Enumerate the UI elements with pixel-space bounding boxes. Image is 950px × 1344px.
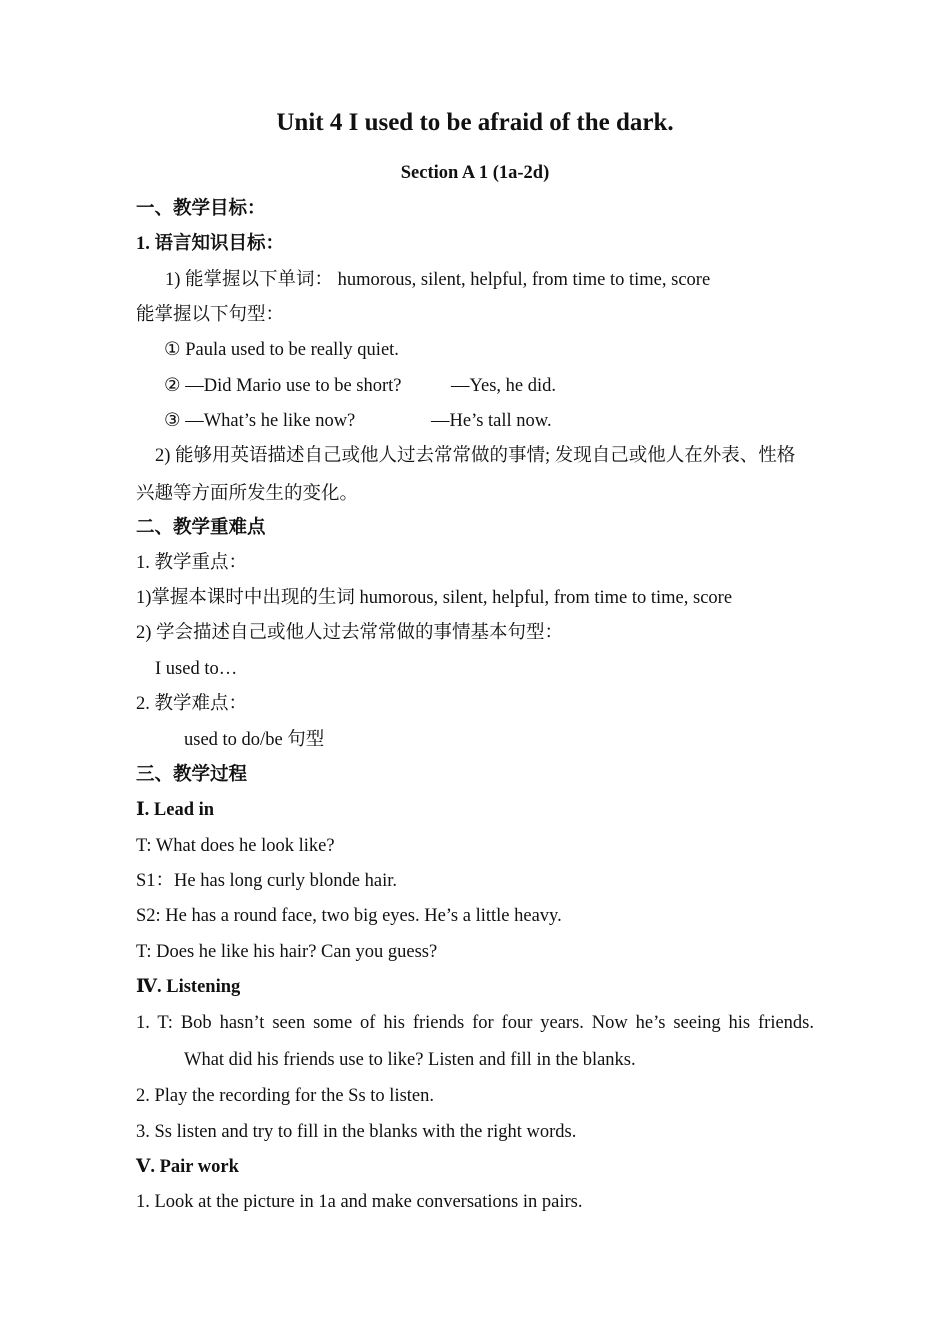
listening-label: Listening [166,977,241,997]
patterns-intro: 能掌握以下句型： [136,305,285,325]
pattern-2-question: ② —Did Mario use to be short? [164,376,402,396]
listening-step-1-line-2: What did his friends use to like? Listen and fill in the blanks. [184,1050,636,1070]
vocabulary-line: 1) 能掌握以下单词： humorous, silent, helpful, from time to time, score [165,270,711,290]
listening-step-1-line-1: 1. T: Bob hasn’t seen some of his friends for four years. Now he’s seeing his friends. [136,1013,814,1033]
lead-in-line: T: What does he look like? [136,836,335,856]
document-title: Unit 4 I used to be afraid of the dark. [276,109,674,136]
lead-in-heading [136,798,214,822]
pair-work-label: Pair work [159,1157,239,1177]
process-heading: 三、教学过程 [136,765,248,785]
focus-item-1: 1)掌握本课时中出现的生词 humorous, silent, helpful, from time to time, score [136,588,733,608]
difficulty-item-1: used to do/be 句型 [184,730,325,750]
difficulty-heading: 2. 教学难点： [136,694,248,714]
listening-heading [136,975,240,999]
listening-numeral: Ⅳ. [136,977,162,997]
listening-step-3: 3. Ss listen and try to fill in the blanks with the right words. [136,1122,577,1142]
lead-in-label: Lead in [153,800,215,820]
pattern-1: ① Paula used to be really quiet. [164,340,399,360]
pattern-2-answer: —Yes, he did. [451,376,557,396]
pattern-3-answer: —He’s tall now. [431,411,552,431]
focus-item-2-pattern: I used to… [155,659,238,679]
focus-heading: 1. 教学重点： [136,553,248,573]
ability-objective-line-1: 2) 能够用英语描述自己或他人过去常常做的事情; 发现自己或他人在外表、性格 [155,446,796,466]
objectives-heading: 一、教学目标： [136,199,266,219]
section-subtitle: Section A 1 (1a-2d) [400,163,550,183]
focus-item-2: 2) 学会描述自己或他人过去常常做的事情基本句型： [136,623,564,643]
pair-work-numeral: Ⅴ. [136,1157,155,1177]
key-points-heading: 二、教学重难点 [136,518,266,538]
lead-in-line: S1：He has long curly blonde hair. [136,871,398,891]
lead-in-line: S2: He has a round face, two big eyes. He’s a little heavy. [136,906,562,926]
pattern-3-question: ③ —What’s he like now? [164,411,356,431]
listening-step-2: 2. Play the recording for the Ss to listen. [136,1086,435,1106]
ability-objective-line-2: 兴趣等方面所发生的变化。 [136,484,359,504]
pair-work-heading [136,1155,239,1179]
pair-work-step-1: 1. Look at the picture in 1a and make conversations in pairs. [136,1192,583,1212]
lead-in-line: T: Does he like his hair? Can you guess? [136,942,438,962]
lead-in-numeral: Ⅰ. [136,800,150,820]
language-objectives-heading: 1. 语言知识目标： [136,234,285,254]
